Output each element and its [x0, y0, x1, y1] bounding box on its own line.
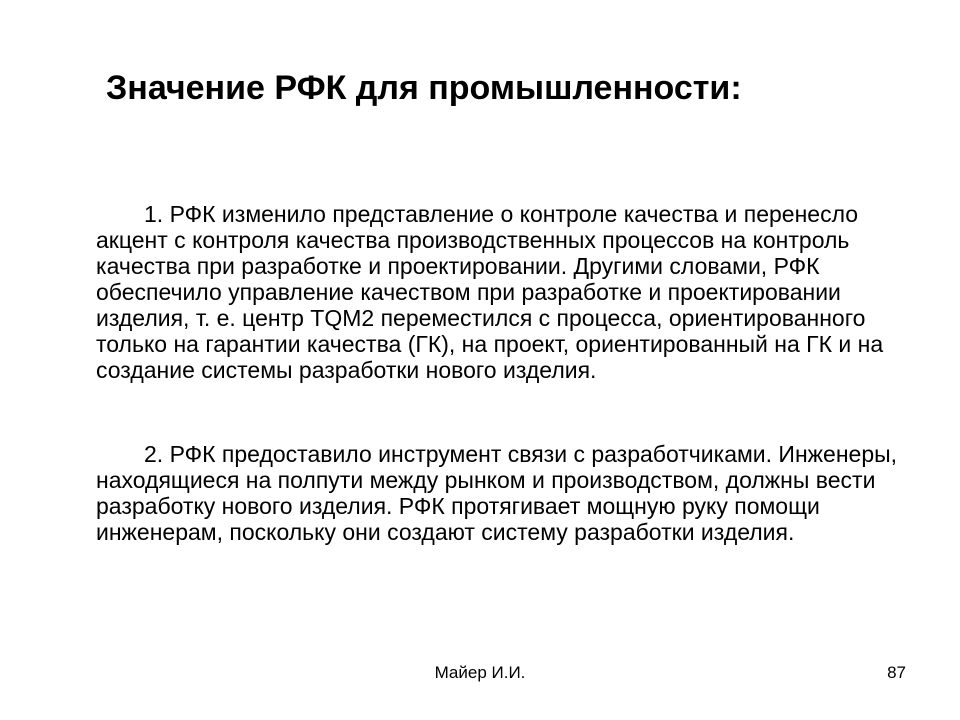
paragraph-1: 1. РФК изменило представление о контроле качества и перенесло акцент с контроля качества производственных процессов на контроль качества при разработке и проектировании. Другими словами, РФК обеспечило управление качеством при разработке и проектировании изделия, т. е. центр TQM2 переместился с процесса, ориентированного только на гарантии качества (ГК), на проект, ориентированный на ГК и на создание системы разработки нового изделия. — [96, 201, 884, 383]
footer-author: Майер И.И. — [434, 663, 526, 682]
page-number: 87 — [887, 663, 906, 682]
paragraph-2: 2. РФК предоставило инструмент связи с разработчиками. Инженеры, находящиеся на полпути между рынком и производством, должны вести разработку нового изделия. РФК протягивает мощную руку помощи инженерам, поскольку они создают систему разработки изделия. — [96, 441, 898, 545]
slide-title: Значение РФК для промышленности: — [106, 69, 742, 107]
